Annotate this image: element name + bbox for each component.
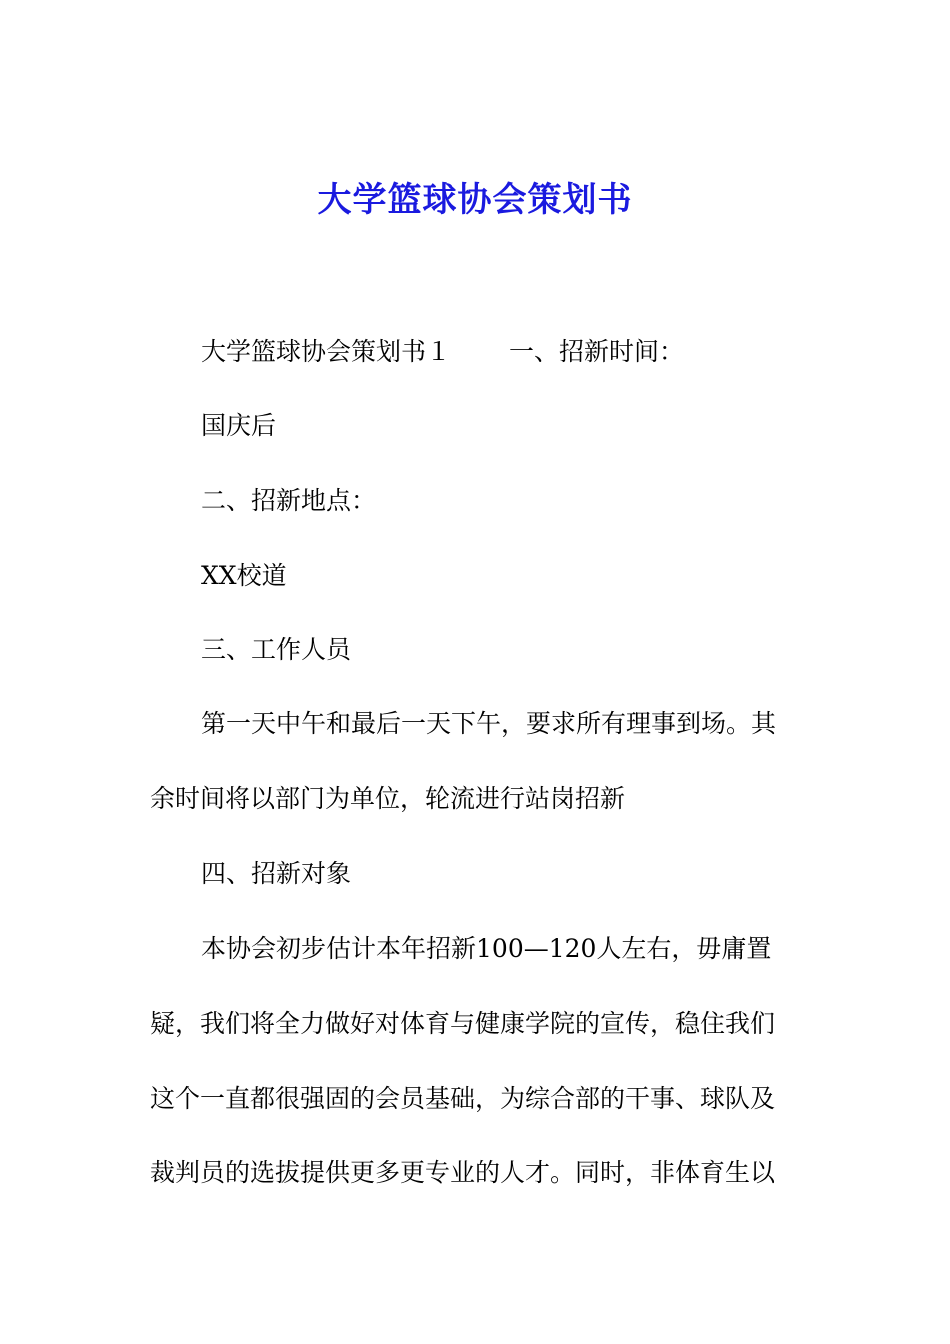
paragraph-line: 第一天中午和最后一天下午，要求所有理事到场。其: [201, 709, 777, 738]
section-heading: 一、招新时间：: [509, 337, 685, 366]
paragraph-line: [201, 332, 684, 372]
paragraph-line: 裁判员的选拔提供更多更专业的人才。同时，非体育生以: [150, 1158, 776, 1187]
paragraph-text: 大学篮球协会策划书１: [201, 337, 452, 366]
paragraph-line: XX校道: [201, 561, 287, 590]
paragraph-line: 国庆后: [201, 411, 277, 440]
paragraph-line: 本协会初步估计本年招新100—120人左右，毋庸置: [201, 934, 772, 963]
paragraph-line: 这个一直都很强固的会员基础，为综合部的干事、球队及: [150, 1084, 776, 1113]
section-heading: 四、招新对象: [201, 859, 352, 888]
section-heading: 二、招新地点：: [201, 486, 377, 515]
document-title: 大学篮球协会策划书: [317, 180, 633, 220]
section-heading: 三、工作人员: [201, 635, 352, 664]
paragraph-line: 疑，我们将全力做好对体育与健康学院的宣传，稳住我们: [150, 1009, 776, 1038]
paragraph-line: 余时间将以部门为单位，轮流进行站岗招新: [150, 784, 626, 813]
